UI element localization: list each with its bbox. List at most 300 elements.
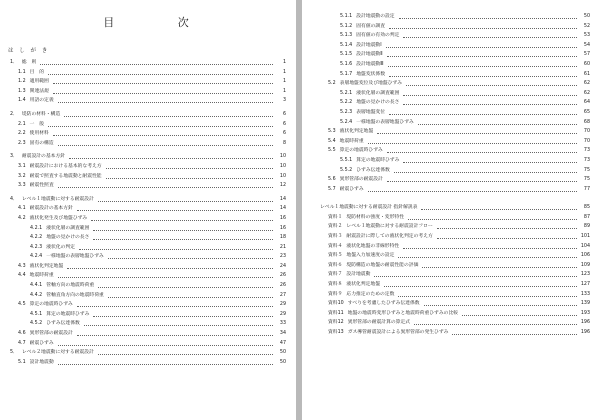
toc-page-number: 101 [580,234,590,240]
toc-entry [316,261,590,271]
toc-entry [6,87,286,97]
toc-entry-number: 4.7 [18,340,26,346]
toc-page-number: 196 [580,320,590,326]
toc-entry [6,300,286,310]
toc-page-number: 1 [282,88,286,94]
toc-entry [316,22,590,32]
toc-page-number: 70 [583,129,590,135]
toc-entry [316,12,590,22]
toc-page-number: 57 [583,52,590,58]
toc-entry-number: 5.1.5 [340,52,353,58]
toc-page-number: 139 [580,301,590,307]
toc-entry-number: 1.4 [18,98,26,104]
leader-dots [108,258,273,259]
toc-entry [316,185,590,195]
leader-dots [53,83,273,84]
toc-page-number: 6 [282,131,286,137]
toc-entry-number: 2.3 [18,140,26,146]
leader-dots [424,305,577,306]
leader-dots [437,238,577,239]
toc-entry [6,129,286,139]
toc-entry [316,137,590,147]
top-margin [316,0,590,12]
toc-entry-label: 算定の地震時ひずみ [339,148,383,154]
toc-entry-label: レベル１地震動に対する耐震設計 指針解説表 [320,205,418,211]
leader-dots [368,143,577,144]
toc-entry-number: 4.4 [18,273,26,279]
toc-entry-label: 表層地盤変位及び地盤ひずみ [339,81,403,87]
leader-dots [91,220,273,221]
toc-entry-label: 設計地震動 [29,359,54,365]
toc-entry-number: 5.6 [328,177,336,183]
leader-dots [399,18,577,19]
toc-entry [316,213,590,223]
toc-entry-number: 資料13 [328,330,344,335]
toc-page-number: 87 [583,214,590,220]
toc-entry [6,224,286,234]
toc-entry [6,339,286,349]
toc-entry-number: 5． [10,350,18,356]
toc-entry-number: 3.1 [18,163,26,169]
toc-entry-label: 耐震ひずみ [29,340,54,346]
toc-entry-number: 3.3 [18,183,26,189]
toc-page-number: 1 [282,60,286,65]
toc-entry [6,262,286,272]
toc-page-number: 85 [583,205,590,211]
toc-entry-number: 資料８ [328,282,343,288]
toc-entry-number: 資料12 [328,320,344,326]
toc-entry [316,222,590,232]
toc-entry-label: 液状化発生及び地盤ひずみ [29,215,88,221]
toc-entry-label: 算定の地震時ひずみ [46,311,90,317]
toc-entry-number: 4.4.1 [30,283,43,289]
leader-dots [84,325,273,326]
toc-entry-number: 資料６ [328,262,343,268]
toc-entry [6,281,286,291]
toc-entry-label: 一 般 [29,121,45,127]
page-title: 目 次 [103,16,219,29]
toc-entry-label: 堤防の材料・構造 [21,111,61,117]
toc-entry [316,309,590,319]
toc-page-number: 26 [279,283,286,289]
toc-page-number: 133 [580,291,590,297]
toc-entry-label: 地盤の見かけの長さ [46,235,90,241]
section-spacer [316,194,590,203]
toc-entry-label: 設計地震動Ⅲ [356,61,384,67]
toc-page-number: 10 [279,163,286,169]
leader-dots [388,66,577,67]
toc-entry-label: レベル１地震動に対する耐震設計 [21,196,94,202]
toc-entry [316,251,590,261]
leader-dots [58,187,273,188]
leader-dots [108,297,273,298]
toc-entry [316,175,590,185]
toc-entry-number: 4.5.1 [30,311,43,317]
toc-entry-number: 1． [10,60,18,65]
toc-entry-number: 資料１ [328,214,343,220]
leader-dots [53,93,273,94]
toc-page-number: 14 [279,196,286,202]
toc-entry-label: 堤防材料の強度・変形特性 [346,214,404,220]
toc-entry-label: 固有値の有効の判定 [356,33,400,39]
leader-dots [374,276,577,277]
toc-entry [6,172,286,182]
leader-dots [462,315,577,316]
toc-entry-number: 5.1.1 [340,14,353,19]
toc-page-number: 18 [279,235,286,241]
leader-dots [422,267,577,268]
toc-page-number: 50 [279,359,286,365]
toc-entry-number: 4.6 [18,331,26,337]
toc-page-number: 3 [282,98,286,104]
toc-entry [316,41,590,51]
leader-dots [414,324,577,325]
toc-page-number: 75 [583,167,590,173]
toc-entry [316,60,590,70]
toc-entry-number: 4.2.2 [30,235,43,241]
toc-entry-number: 資料２ [328,224,343,230]
toc-entry-label: レベル２地震動に対する耐震設計 [21,350,94,356]
leader-dots [98,201,273,202]
toc-entry-label: 耐震で照査する地震動と耐震性能 [29,173,102,179]
toc-page-number: 21 [279,244,286,250]
toc-page-number: 27 [279,292,286,298]
toc-entry [6,139,286,149]
leader-dots [77,210,273,211]
toc-entry [316,118,590,128]
toc-entry [6,110,286,120]
toc-page-number: 50 [583,14,590,19]
leader-dots [48,74,273,75]
toc-entry-number: 4.1 [18,206,26,212]
leader-dots [40,64,273,65]
toc-page-number: 16 [279,225,286,231]
toc-page-number: 193 [580,310,590,316]
toc-entry-number: 5.5 [328,148,336,154]
toc-entry-number: 4.2.1 [30,225,43,231]
toc-entry-label: 耐震設計に際しての液状化判定の考え方 [346,234,433,240]
toc-page-number: 16 [279,215,286,221]
toc-page-number: 61 [583,71,590,77]
toc-entry [316,89,590,99]
toc-entry [316,242,590,252]
leader-dots [387,56,577,57]
toc-entry-label: 設計地震動の設定 [356,14,395,19]
leader-dots [418,124,577,125]
leader-dots [58,364,273,365]
toc-entry [316,328,590,338]
toc-entry [316,270,590,280]
toc-page-number: 73 [583,157,590,163]
toc-page-number: 24 [279,263,286,269]
toc-entry-number: 4.5.2 [30,321,43,327]
toc-entry [316,98,590,108]
leader-dots [377,133,577,134]
leader-dots [106,178,273,179]
toc-page-number: 52 [583,23,590,29]
toc-right-page [302,0,600,420]
toc-entry [6,214,286,224]
leader-dots [398,257,577,258]
leader-dots [98,287,273,288]
toc-page-number: 10 [279,154,286,160]
toc-entry-label: 関連法規 [29,88,49,94]
toc-page-number: 60 [583,61,590,67]
toc-page-number: 127 [580,282,590,288]
toc-entry-label: 耐震設計における基本的な考え方 [29,163,102,169]
toc-page-number: 104 [580,243,590,249]
toc-entry-label: 総 則 [21,60,37,65]
toc-entry [6,195,286,205]
toc-page-number: 89 [583,224,590,230]
toc-entry-label: 液状化層の調査範囲 [356,90,400,96]
leader-dots [403,162,577,163]
toc-entry-number: 資料９ [328,291,343,297]
leader-dots [58,277,273,278]
toc-entry [316,156,590,166]
leader-dots [403,37,577,38]
toc-entry [316,166,590,176]
toc-entry [316,318,590,328]
toc-entry-label: ガス導管耐震設計による異形管部の発生ひずみ [347,330,449,335]
toc-entry [6,243,286,253]
toc-entry [6,204,286,214]
leader-dots [403,248,577,249]
toc-entry-label: 管軸方向の地震時荷重 [46,283,95,289]
toc-entry-number: 4.2.3 [30,244,43,250]
toc-entry [6,319,286,329]
toc-entry-number: 5.3 [328,129,336,135]
toc-entry [6,310,286,320]
toc-entry-label: 応力推定のための定数 [346,291,395,297]
toc-entry-label: 地盤入力加速度の設定 [346,253,395,259]
toc-page-number: 1 [282,79,286,85]
toc-entry-label: 地震時荷重 [339,138,364,144]
toc-entry-label: 算定の地震時ひずみ [356,157,400,163]
toc-entry-label: 算定の地震時ひずみ [29,302,73,308]
toc-entry-label: 液状化の判定 [46,244,76,250]
toc-entry [6,358,286,368]
toc-page-number: 77 [583,186,590,192]
leader-dots [389,28,577,29]
toc-entry-number: 4.4.2 [30,292,43,298]
toc-entry-label: 管軸直角方向の地震時荷重 [46,292,104,298]
preface-heading: は し が き [8,48,50,54]
toc-page-number: 54 [583,42,590,48]
toc-entry-number: 5.2.4 [340,119,353,125]
toc-entry [6,233,286,243]
leader-dots [437,228,577,229]
leader-dots [408,219,577,220]
leader-dots [77,335,273,336]
toc-entry-label: 耐震ひずみ [339,186,364,192]
toc-entry-number: 5.2.3 [340,109,353,115]
toc-entry-number: 5.2.2 [340,100,353,106]
toc-entry-number: 4.5 [18,302,26,308]
leader-dots [452,334,577,335]
leader-dots [93,239,273,240]
toc-entry-label: レベル１地震動に対する耐震設計フロー [346,224,433,230]
leader-dots [48,126,273,127]
toc-entry-label: 異形管部の耐震設計 [29,331,73,337]
toc-entry-number: 5.1.3 [340,33,353,39]
toc-entry [6,77,286,87]
toc-entry-label: 地盤の地震時変形ひずみと地震時荷重ひずみの比較 [347,310,459,316]
toc-entry-number: 資料10 [328,301,344,307]
toc-entry-number: 2.2 [18,131,26,137]
toc-entry-number: 4.2 [18,215,26,221]
toc-page-number: 73 [583,148,590,154]
toc-entry [6,329,286,339]
toc-entry [316,146,590,156]
toc-entry-label: 液状化地盤の非線形特性 [346,243,400,249]
toc-page-number: 26 [279,273,286,279]
toc-page-number: 68 [583,119,590,125]
toc-entry-label: 液状化層の調査範囲 [46,225,90,231]
toc-entry [6,120,286,130]
toc-entry-label: 設計地震動 [346,272,371,278]
toc-entry-label: ひずみ伝達係数 [46,321,80,327]
toc-entry-label: 表層地盤変位 [356,109,386,115]
toc-entry [316,280,590,290]
leader-dots [67,268,273,269]
toc-page-number: 8 [282,140,286,146]
toc-entry [6,152,286,162]
toc-entry-number: 5.5.2 [340,167,353,173]
toc-page-number: 196 [580,330,590,335]
toc-entry [316,108,590,118]
toc-entry [6,291,286,301]
leader-dots [403,95,577,96]
toc-page-number: 14 [279,206,286,212]
toc-page-number: 34 [279,331,286,337]
toc-entry-number: 4.3 [18,263,26,269]
leader-dots [53,135,273,136]
toc-entry-number: 5.1 [18,359,26,365]
toc-entry [316,290,590,300]
leader-dots [98,354,273,355]
toc-entry [6,181,286,191]
toc-page-number: 23 [279,254,286,260]
toc-entry-label: 設計地震動Ⅱ [356,52,383,58]
toc-entry-number: 資料５ [328,253,343,259]
toc-entry-label: 一様地盤の表層地盤ひずみ [46,254,104,260]
toc-entry-label: 液状化判定地盤 [346,282,380,288]
leader-dots [387,152,577,153]
toc-entry-label: 堤防構造の地盤の耐震性能の評価 [346,262,419,268]
leader-dots [58,145,273,146]
leader-dots [93,230,273,231]
toc-entry-label: 液状化判定地盤 [339,129,374,135]
toc-page-number: 12 [279,183,286,189]
toc-page-number: 6 [282,111,286,117]
toc-entry [6,96,286,106]
toc-entry [316,203,590,213]
leader-dots [77,306,273,307]
toc-page-number: 123 [580,272,590,278]
toc-page-number: 29 [279,302,286,308]
toc-entry-number: 3.2 [18,173,26,179]
toc-page-number: 29 [279,311,286,317]
leader-dots [394,172,577,173]
toc-page-number: 106 [580,253,590,259]
leader-dots [93,316,273,317]
toc-entry [316,127,590,137]
toc-page-number: 64 [583,100,590,106]
leader-dots [406,85,577,86]
toc-entry-number: 1.1 [18,69,26,75]
toc-list-left [6,58,286,367]
leader-dots [368,191,577,192]
toc-page-number: 50 [279,350,286,356]
toc-entry-number: 4． [10,196,18,202]
leader-dots [58,345,273,346]
leader-dots [64,116,273,117]
toc-page-number: 53 [583,33,590,39]
toc-entry-label: 適用範囲 [29,79,49,85]
toc-entry [6,58,286,68]
toc-entry [6,162,286,172]
toc-entry-label: 用語の定義 [29,98,54,104]
toc-entry-number: 1.3 [18,88,26,94]
toc-entry [316,31,590,41]
leader-dots [389,114,577,115]
toc-entry-label: 固有値の調査 [356,23,386,29]
toc-entry-label: 目 的 [29,69,45,75]
toc-entry-number: 5.2.1 [340,90,353,96]
toc-page-number: 75 [583,177,590,183]
toc-entry-label: 耐震設計の基本方針 [21,154,66,160]
toc-entry [316,232,590,242]
toc-entry-number: 5.1.6 [340,61,353,67]
toc-entry-label: 耐震性照査 [29,183,54,189]
leader-dots [389,76,577,77]
leader-dots [386,47,577,48]
toc-entry-label: 固有の構造 [29,140,54,146]
leader-dots [387,181,577,182]
toc-entry-number: 5.7 [328,186,336,192]
leader-dots [421,209,577,210]
toc-entry-label: 一様地盤の表層地盤ひずみ [356,119,414,125]
toc-page-number: 70 [583,138,590,144]
toc-entry-number: 2． [10,111,18,117]
toc-page-number: 33 [279,321,286,327]
toc-entry-label: 異形管部の耐震計算の算定式 [347,320,411,326]
leader-dots [398,296,577,297]
toc-page-number: 62 [583,81,590,87]
toc-entry-number: 4.2.4 [30,254,43,260]
toc-entry [6,252,286,262]
toc-entry-label: 地盤変状係数 [356,71,386,77]
toc-entry-label: 液状化判定地盤 [29,263,64,269]
toc-page-number: 109 [580,262,590,268]
leader-dots [79,249,273,250]
leader-dots [58,102,273,103]
toc-entry-number: 3． [10,154,18,160]
toc-entry-number: 資料11 [328,310,344,316]
toc-entry-number: 5.5.1 [340,157,353,163]
toc-entry-label: 設計地震動Ⅰ [356,42,382,48]
toc-entry [6,348,286,358]
toc-entry [316,299,590,309]
toc-entry-number: 5.1.7 [340,71,353,77]
toc-entry-number: 資料４ [328,243,343,249]
leader-dots [106,168,273,169]
toc-entry-label: 地盤の見かけの長さ [356,100,400,106]
toc-entry-label: 耐震設計の基本方針 [29,206,73,212]
toc-entry-number: 資料３ [328,234,343,240]
toc-entry-label: すべりを考慮したひずみ伝達係数 [347,301,420,307]
